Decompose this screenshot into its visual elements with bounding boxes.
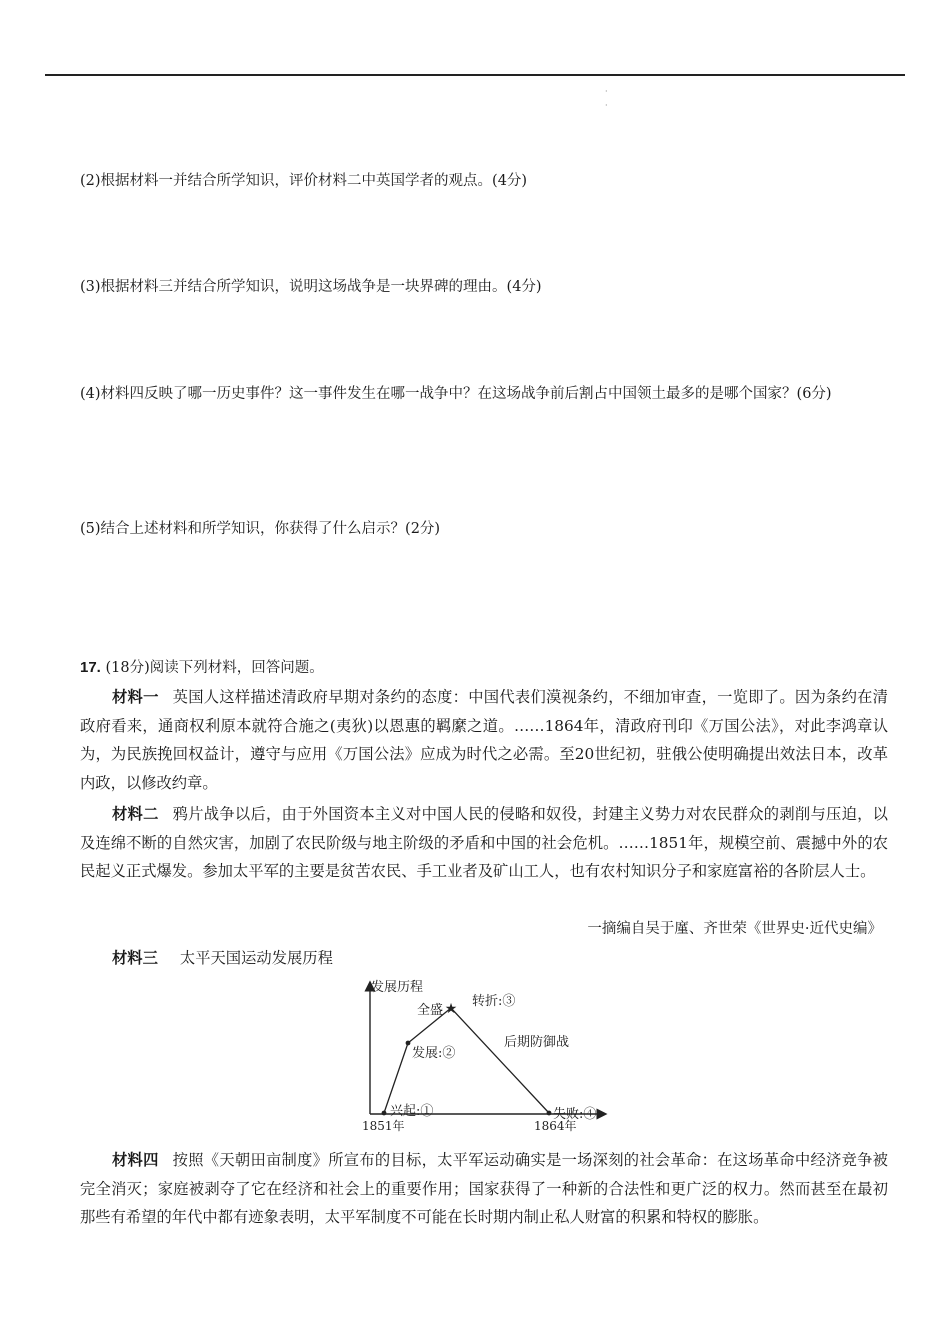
material-4 — [80, 1146, 888, 1232]
point-label: 兴起:① — [390, 1104, 434, 1119]
header-dot: · — [605, 87, 608, 96]
material-1-label: 材料一 — [112, 688, 159, 706]
material-4-text: 按照《天朝田亩制度》所宣布的目标，太平军运动确实是一场深刻的社会革命：在这场革命中经济竞争被完全消灭；家庭被剥夺了它在经济和社会上的重要作用；国家获得了一种新的合法性和更广泛的权力。然而甚至在最初那些有希望的年代中都有迹象表明，太平军制度不可能在长时期内制止私人财富的积累和特权的膨胀。 — [80, 1151, 888, 1226]
material-3-title: 太平天国运动发展历程 — [179, 949, 333, 967]
question-3: (3)根据材料三并结合所学知识，说明这场战争是一块界碑的理由。(4分) — [80, 279, 542, 295]
peak-star-marker: ★ — [444, 1001, 458, 1017]
material-2-text: 鸦片战争以后，由于外国资本主义对中国人民的侵略和奴役，封建主义势力对农民群众的剥削与压迫，以及连绵不断的自然灾害，加剧了农民阶级与地主阶级的矛盾和中国的社会危机。……1851年，规模空前、震撼中外的农民起义正式爆发。参加太平军的主要是贫苦农民、手工业者及矿山工人，也有农村知识分子和家庭富裕的各阶层人士。 — [80, 805, 888, 880]
question-2: (2)根据材料一并结合所学知识，评价材料二中英国学者的观点。(4分) — [80, 173, 528, 189]
taiping-development-chart — [340, 972, 620, 1132]
material-2-source: 一摘编自吴于廑、齐世荣《世界史·近代史编》 — [587, 921, 882, 937]
series-line — [384, 1008, 549, 1113]
point-label: 转折:③ — [472, 994, 516, 1009]
question-number: 17. — [80, 659, 101, 676]
data-point — [547, 1111, 552, 1116]
question-17-header — [80, 657, 324, 679]
point-label: 发展:② — [412, 1046, 456, 1061]
header-dot: · — [605, 101, 608, 110]
data-point — [406, 1041, 411, 1046]
point-label: 失败:④ — [553, 1107, 597, 1122]
material-2 — [80, 800, 888, 886]
material-4-label: 材料四 — [112, 1151, 159, 1169]
material-3-heading — [112, 946, 333, 970]
question-5: (5)结合上述材料和所学知识，你获得了什么启示？(2分) — [80, 521, 441, 537]
header-rule — [45, 74, 905, 76]
data-point — [382, 1111, 387, 1116]
annotation-late-defense: 后期防御战 — [504, 1035, 570, 1050]
material-2-label: 材料二 — [112, 805, 159, 823]
question-4: (4)材料四反映了哪一历史事件？这一事件发生在哪一战争中？在这场战争前后割占中国领土最多的是哪个国家？(6分) — [80, 386, 832, 402]
material-1 — [80, 683, 888, 797]
material-3-label: 材料三 — [112, 949, 158, 967]
x-end-label: 1864年 — [534, 1119, 577, 1132]
x-start-label: 1851年 — [362, 1119, 405, 1132]
question-stem: (18分)阅读下列材料，回答问题。 — [105, 660, 324, 676]
y-axis-label: 发展历程 — [371, 980, 424, 995]
series-layer — [382, 993, 597, 1122]
material-1-text: 英国人这样描述清政府早期对条约的态度：中国代表们漠视条约，不细加审查，一览即了。因为条约在清政府看来，通商权利原本就符合施之(夷狄)以恩惠的羁縻之道。……1864年，清政府刊印《万国公法》，对此李鸿章认为，为民族挽回权益计，遵守与应用《万国公法》应成为时代之必需。至20世纪初，驻俄公使明确提出效法日本，改革内政，以修改约章。 — [80, 688, 888, 792]
point-label: 全盛 — [416, 1003, 443, 1018]
